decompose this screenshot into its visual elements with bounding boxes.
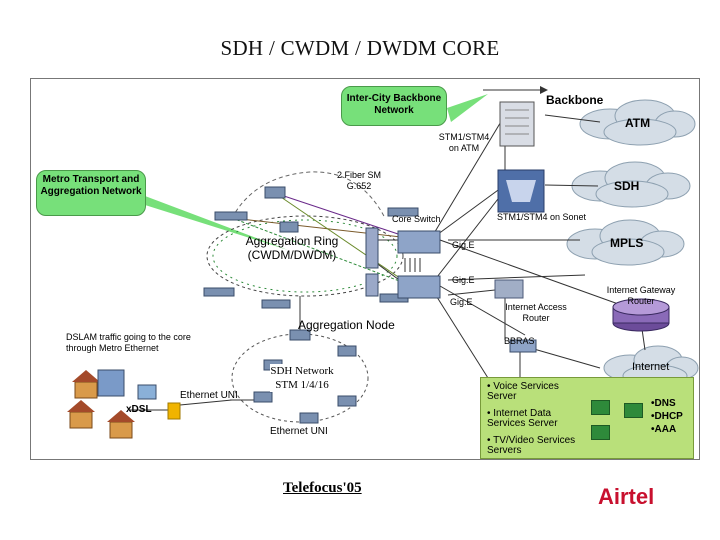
internet-label: Internet [632,361,670,373]
service-item-internet-data: • Internet Data Services Server [487,408,558,429]
switch-links [405,258,420,272]
server-icon-2 [591,425,610,440]
service-item-tv-video: • TV/Video Services Servers [487,435,576,456]
backbone-label: Backbone [546,93,604,107]
dns-item: •DNS [651,398,676,409]
aggregation-rack-icon-2 [366,274,378,296]
xdsl-label: xDSL [126,404,152,415]
core-switch-icon-2 [398,276,440,298]
atm-switch-icon [500,102,534,146]
server-icon-3 [624,403,643,418]
atm-label: ATM [625,116,651,130]
stm-sonet-label: STM1/STM4 on Sonet [497,212,587,222]
internet-gateway-label: Internet Gateway Router [606,285,676,306]
stm-atm-label: STM1/STM4 on ATM [438,132,490,153]
intercity-callout-pointer [447,94,488,122]
footer-text: Telefocus'05 [283,480,362,496]
bbras-label: BBRAS [504,336,535,346]
sdh-network-label: SDH Network STM 1/4/16 [270,365,334,391]
aggregation-ring-label: Aggregation Ring (CWDM/DWDM) [245,234,339,262]
core-switch-icon [398,231,440,253]
gige-label-3: Gig.E [450,297,473,307]
dslam-icon [168,403,180,419]
metro-callout-text: Metro Transport and Aggregation Network [40,174,142,197]
fiber-label: 2 Fiber SM G.652 [336,170,381,191]
aggregation-node-label: Aggregation Node [298,318,395,332]
intercity-callout [341,86,447,126]
core-switch-label: Core Switch [392,214,441,224]
internet-access-label: Internet Access Router [505,302,567,323]
dhcp-item: •DHCP [651,411,683,422]
ethernet-uni-label-2: Ethernet UNI [270,426,328,437]
aaa-item: •AAA [651,424,677,435]
airtel-logo: Airtel [598,484,655,509]
intercity-callout-text: Inter-City Backbone Network [346,93,442,116]
sdh-label: SDH [614,179,640,193]
metro-callout [36,170,146,216]
services-box [480,377,694,459]
gige-label-2: Gig.E [452,275,475,285]
internet-access-router-icon [495,280,523,298]
connection-lines [130,115,645,410]
aggregation-rack-icon [366,228,378,268]
service-item-voice: • Voice Services Server [487,381,559,402]
dslam-traffic-label: DSLAM traffic going to the core through Metro Ethernet [66,332,191,353]
slide-title: SDH / CWDM / DWDM CORE [220,36,500,60]
server-icon-1 [591,400,610,415]
mpls-label: MPLS [610,236,644,250]
gige-label-1: Gig.E [452,240,475,250]
ethernet-uni-label-1: Ethernet UNI [180,390,238,401]
